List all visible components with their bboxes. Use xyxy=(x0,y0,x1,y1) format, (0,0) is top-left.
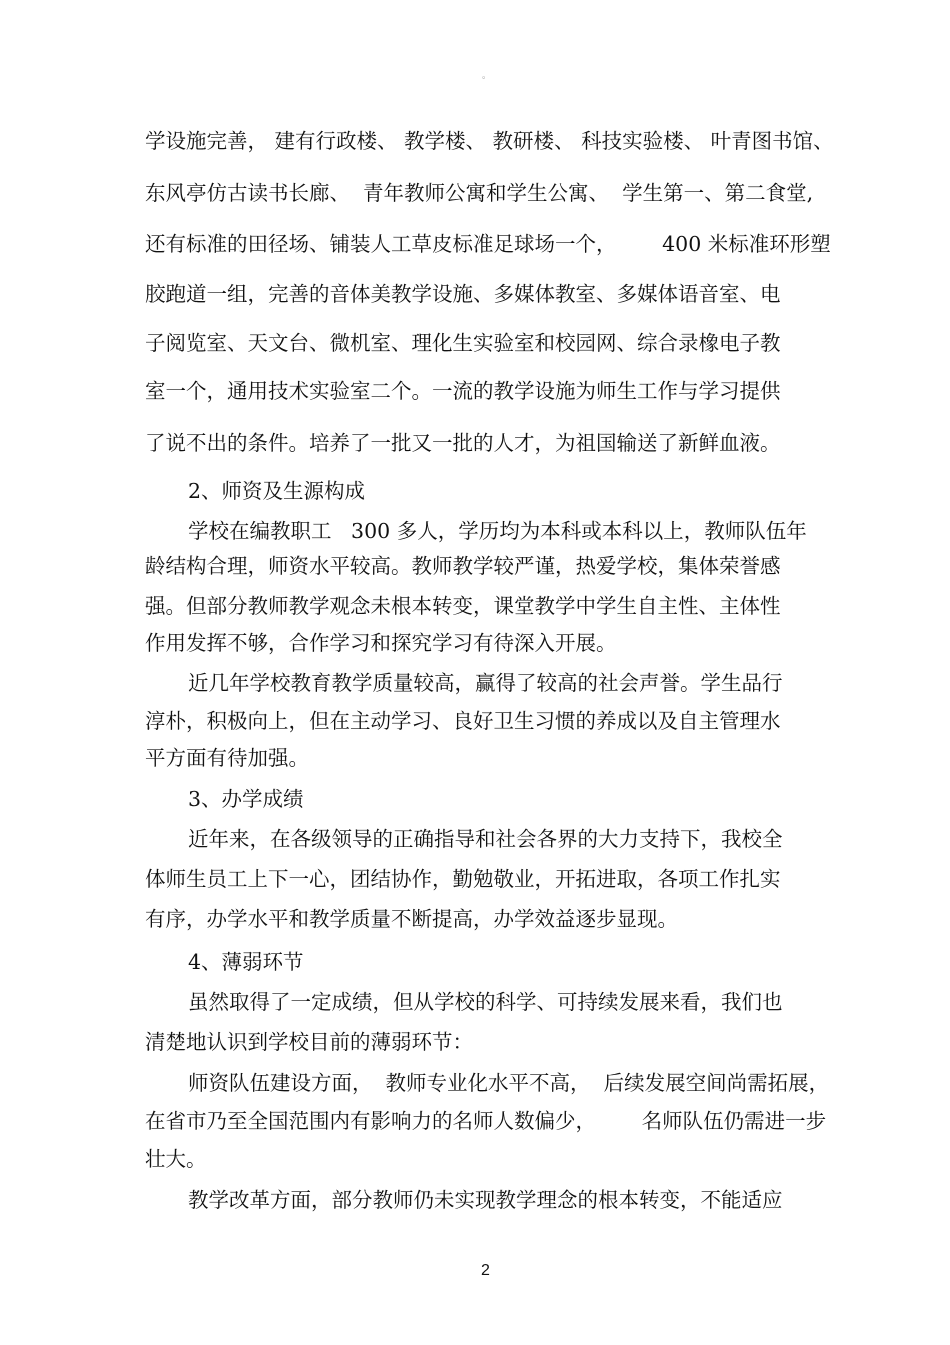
text-line: 东风亭仿古读书长廊、 青年教师公寓和学生公寓、 学生第一、第二食堂, xyxy=(145,181,814,205)
text-line: 室一个，通用技术实验室二个。一流的教学设施为师生工作与学习提供 xyxy=(145,379,781,403)
text-line: 清楚地认识到学校目前的薄弱环节： xyxy=(145,1030,473,1054)
text-line: 体师生员工上下一心，团结协作，勤勉敬业，开拓进取，各项工作扎实 xyxy=(145,867,781,891)
text-line: 在省市乃至全国范围内有影响力的名师人数偏少， 名师队伍仍需进一步 xyxy=(145,1109,827,1133)
page-number: 2 xyxy=(481,1262,490,1279)
text-line: 有序，办学水平和教学质量不断提高，办学效益逐步显现。 xyxy=(145,907,678,931)
section-heading: 2、师资及生源构成 xyxy=(188,479,366,503)
text-line: 作用发挥不够，合作学习和探究学习有待深入开展。 xyxy=(145,631,617,655)
text-line: 子阅览室、天文台、微机室、理化生实验室和校园网、综合录橡电子教 xyxy=(145,331,781,355)
text-line: 了说不出的条件。培养了一批又一批的人才，为祖国输送了新鲜血液。 xyxy=(145,431,781,455)
text-line: 还有标准的田径场、铺装人工草皮标准足球场一个， 400 米标准环形塑 xyxy=(145,232,831,256)
text-line: 学校在编教职工 300 多人，学历均为本科或本科以上，教师队伍年 xyxy=(188,519,807,543)
text-line: 淳朴，积极向上，但在主动学习、良好卫生习惯的养成以及自主管理水 xyxy=(145,709,781,733)
text-line: 壮大。 xyxy=(145,1147,207,1171)
text-line: 教学改革方面，部分教师仍未实现教学理念的根本转变，不能适应 xyxy=(188,1188,783,1212)
text-line: 胶跑道一组，完善的音体美教学设施、多媒体教室、多媒体语音室、电 xyxy=(145,282,781,306)
section-heading: 3、办学成绩 xyxy=(188,787,304,811)
text-line: 平方面有待加强。 xyxy=(145,746,309,770)
section-heading: 4、薄弱环节 xyxy=(188,950,304,974)
text-line: 近年来，在各级领导的正确指导和社会各界的大力支持下，我校全 xyxy=(188,827,783,851)
text-line: 师资队伍建设方面， 教师专业化水平不高， 后续发展空间尚需拓展， xyxy=(188,1071,830,1095)
text-line: 近几年学校教育教学质量较高，赢得了较高的社会声誉。学生品行 xyxy=(188,671,783,695)
header-mark: 。 xyxy=(482,71,492,81)
text-line: 龄结构合理，师资水平较高。教师教学较严谨，热爱学校，集体荣誉感 xyxy=(145,554,781,578)
text-line: 虽然取得了一定成绩，但从学校的科学、可持续发展来看，我们也 xyxy=(188,990,783,1014)
text-line: 强。但部分教师教学观念未根本转变，课堂教学中学生自主性、主体性 xyxy=(145,594,781,618)
text-line: 学设施完善， 建有行政楼、 教学楼、 教研楼、 科技实验楼、 叶青图书馆、 xyxy=(145,129,834,153)
